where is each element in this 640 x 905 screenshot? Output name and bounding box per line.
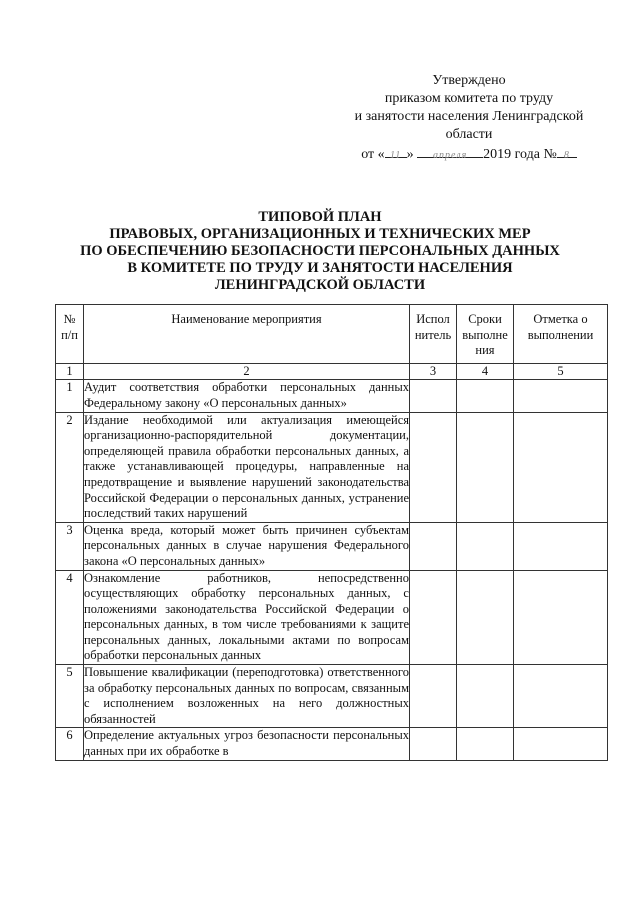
completion-mark-cell (514, 412, 608, 522)
executor-cell (410, 665, 457, 728)
measure-name-text: Аудит соответствия обработки персональных данных Федеральному закону «О персональных данных» (84, 380, 409, 410)
table-row (56, 728, 608, 760)
day-blank (385, 144, 407, 161)
table-row (56, 380, 608, 412)
table-row (56, 665, 608, 728)
executor-cell (410, 412, 457, 522)
document-title (40, 209, 600, 294)
header-number: № п/п (56, 305, 84, 364)
completion-mark-cell (514, 380, 608, 412)
date-year: 2019 года № (483, 147, 557, 162)
executor-cell (410, 522, 457, 570)
completion-mark-cell (514, 522, 608, 570)
executor-cell (410, 570, 457, 665)
number-blank (557, 144, 577, 161)
approval-line-committee: и занятости населения Ленинградской (354, 109, 584, 124)
title-line-5: ЛЕНИНГРАДСКОЙ ОБЛАСТИ (214, 277, 426, 293)
approval-line-approved: Утверждено (432, 73, 506, 88)
date-mid: » (406, 147, 414, 162)
row-number: 5 (56, 665, 84, 728)
date-prefix: от « (361, 147, 385, 162)
approval-line-region: области (445, 127, 493, 142)
deadline-cell (457, 380, 514, 412)
table-row (56, 412, 608, 522)
column-number: 4 (457, 363, 514, 380)
title-line-3: ПО ОБЕСПЕЧЕНИЮ БЕЗОПАСНОСТИ ПЕРСОНАЛЬНЫХ ДАННЫХ (80, 243, 560, 259)
title-line-1: ТИПОВОЙ ПЛАН (258, 209, 382, 225)
table-header-row (56, 305, 608, 364)
number-handwritten: 8 (563, 150, 570, 161)
column-number: 2 (84, 363, 410, 380)
completion-mark-cell (514, 665, 608, 728)
month-blank (417, 144, 483, 161)
measure-name (84, 412, 410, 522)
title-line-2: ПРАВОВЫХ, ОРГАНИЗАЦИОННЫХ И ТЕХНИЧЕСКИХ МЕР (109, 226, 531, 242)
title-line-4: В КОМИТЕТЕ ПО ТРУДУ И ЗАНЯТОСТИ НАСЕЛЕНИЯ (127, 260, 513, 276)
row-number: 4 (56, 570, 84, 665)
executor-cell (410, 380, 457, 412)
measure-name (84, 380, 410, 412)
table-row (56, 522, 608, 570)
measures-table (55, 304, 608, 761)
approval-block (338, 72, 600, 164)
measure-name-text: Определение актуальных угроз безопасности персональных данных при их обработке в (84, 728, 409, 759)
measure-name-text: Оценка вреда, который может быть причинен субъектам персональных данных в случае нарушения Федерального закона «О персональных данных» (84, 522, 409, 568)
header-deadline: Сроки выполне ния (457, 305, 514, 364)
header-executor: Испол нитель (410, 305, 457, 364)
header-completion-mark: Отметка о выполнении (514, 305, 608, 364)
month-handwritten: апреля (433, 150, 468, 161)
column-number: 1 (56, 363, 84, 380)
approval-line-order: приказом комитета по труду (384, 91, 554, 106)
row-number: 3 (56, 522, 84, 570)
deadline-cell (457, 728, 514, 760)
measure-name (84, 665, 410, 728)
approval-date-line (338, 144, 600, 164)
deadline-cell (457, 412, 514, 522)
completion-mark-cell (514, 728, 608, 760)
measure-name (84, 522, 410, 570)
measure-name (84, 728, 410, 760)
row-number: 6 (56, 728, 84, 760)
column-number-row (56, 363, 608, 380)
column-number: 5 (514, 363, 608, 380)
completion-mark-cell (514, 570, 608, 665)
measure-name-text: Повышение квалификации (переподготовка) ответственного за обработку персональных данных по вопросам, связанным с исполнением возложенных на него должностных обязанностей (84, 665, 409, 726)
measure-name-text: Издание необходимой или актуализация имеющейся организационно-распорядительной документации, определяющей правила обработки персональных данных, а также устанавливающей процедуры, направленные на предотвращение и выявление нарушений законодательства Российской Федерации о персональных данных, устранение последствий таких нарушений (84, 412, 409, 521)
deadline-cell (457, 522, 514, 570)
row-number: 2 (56, 412, 84, 522)
column-number: 3 (410, 363, 457, 380)
table-row (56, 570, 608, 665)
deadline-cell (457, 665, 514, 728)
header-measure-name: Наименование мероприятия (84, 305, 410, 364)
row-number: 1 (56, 380, 84, 412)
deadline-cell (457, 570, 514, 665)
executor-cell (410, 728, 457, 760)
day-handwritten: 11 (389, 150, 402, 161)
measure-name (84, 570, 410, 665)
measure-name-text: Ознакомление работников, непосредственно осуществляющих обработку персональных данных, с положениями законодательства Российской Федерации о персональных данных, в том числе требованиями к защите персональных данных, локальными актами по вопросам обработки персональных данных (84, 570, 409, 663)
